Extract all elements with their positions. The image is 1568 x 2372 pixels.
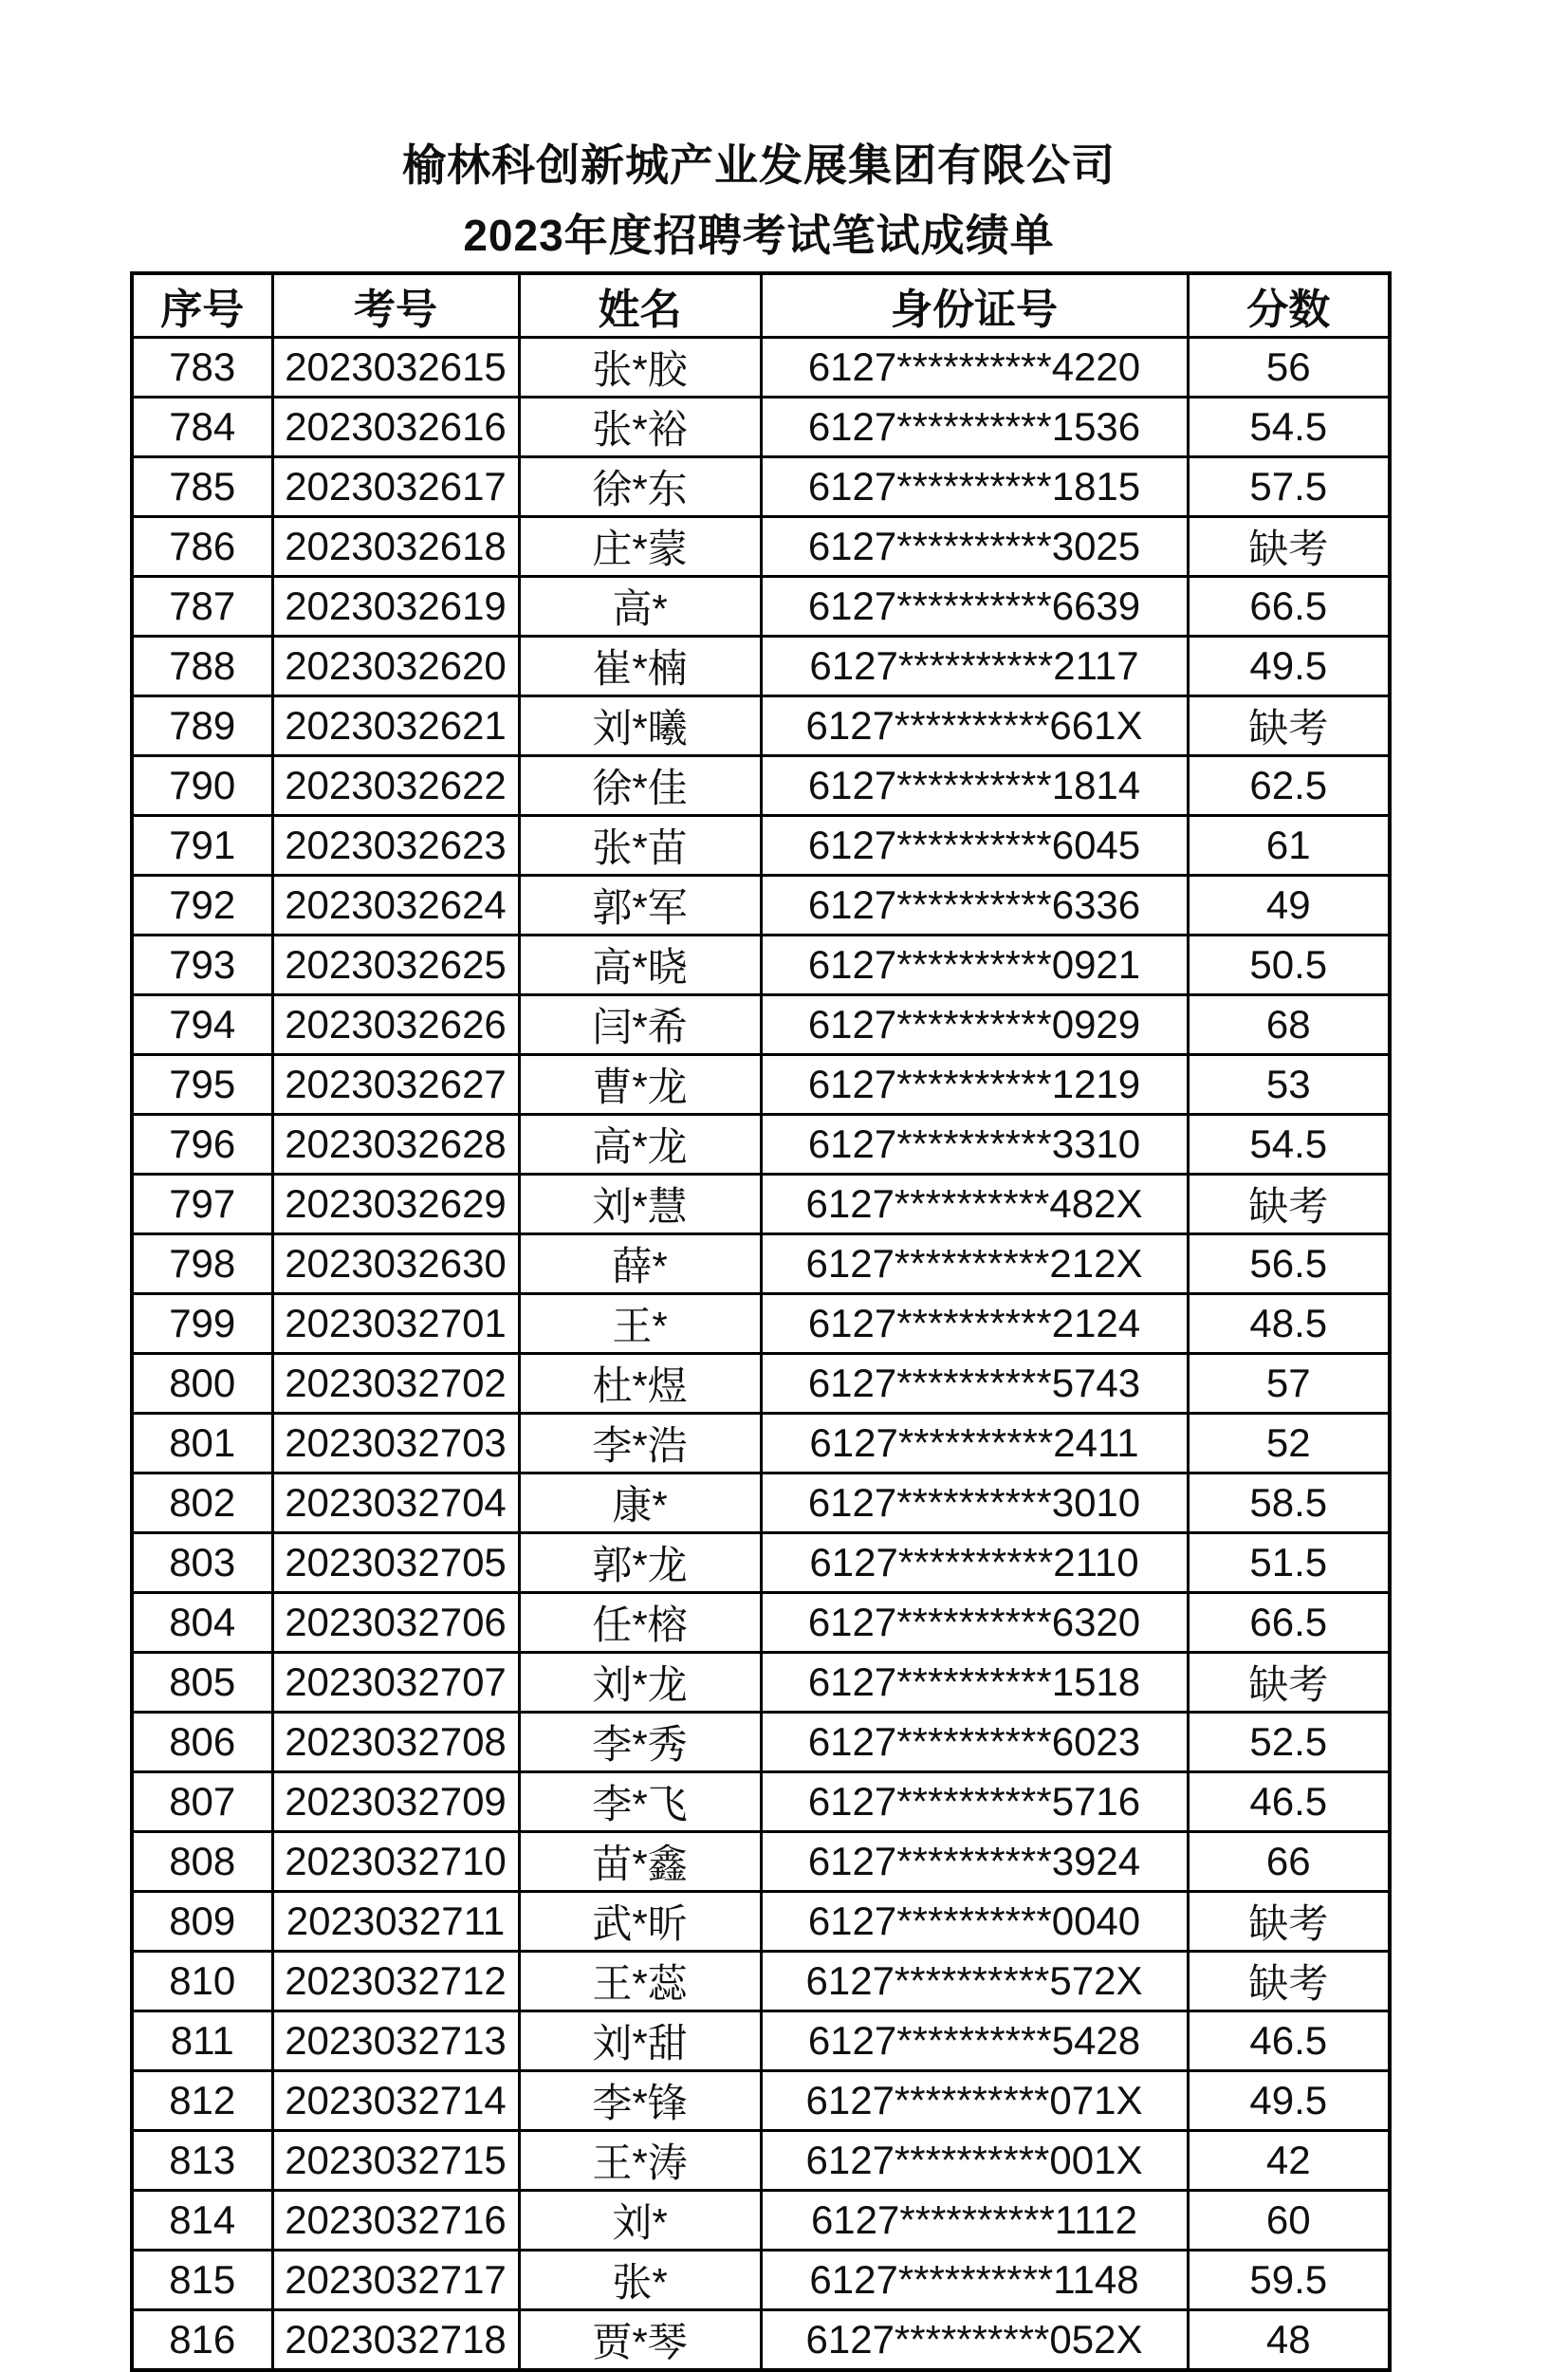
column-header-name: 姓名 [519,273,761,338]
cell-score: 49.5 [1188,637,1390,696]
cell-exam-number: 2023032708 [272,1713,519,1772]
table-row [132,1234,1390,1294]
cell-exam-number: 2023032624 [272,876,519,936]
cell-index: 804 [132,1593,272,1653]
column-header-exam-number: 考号 [272,273,519,338]
cell-index: 803 [132,1533,272,1593]
cell-name: 李*锋 [519,2071,761,2131]
cell-name: 王* [519,1294,761,1354]
cell-score: 缺考 [1188,517,1390,577]
cell-index: 797 [132,1175,272,1234]
cell-name: 李*飞 [519,1772,761,1832]
score-table-head [132,273,1390,338]
cell-score: 54.5 [1188,1115,1390,1175]
cell-score: 60 [1188,2191,1390,2251]
table-row [132,1952,1390,2011]
cell-id-card: 6127**********0921 [761,936,1188,995]
table-row [132,1115,1390,1175]
cell-id-card: 6127**********4220 [761,338,1188,398]
cell-index: 791 [132,816,272,876]
table-row [132,936,1390,995]
table-row [132,457,1390,517]
cell-score: 61 [1188,816,1390,876]
table-row [132,398,1390,457]
cell-id-card: 6127**********3010 [761,1473,1188,1533]
table-row [132,2191,1390,2251]
document-subtitle: 2023年度招聘考试笔试成绩单 [463,211,1055,260]
cell-id-card: 6127**********5428 [761,2011,1188,2071]
cell-exam-number: 2023032716 [272,2191,519,2251]
cell-index: 811 [132,2011,272,2071]
cell-score: 46.5 [1188,2011,1390,2071]
cell-id-card: 6127**********5716 [761,1772,1188,1832]
table-row [132,1533,1390,1593]
cell-score: 57.5 [1188,457,1390,517]
cell-index: 815 [132,2251,272,2310]
cell-index: 790 [132,756,272,816]
cell-index: 802 [132,1473,272,1533]
cell-id-card: 6127**********1814 [761,756,1188,816]
cell-score: 54.5 [1188,398,1390,457]
cell-exam-number: 2023032617 [272,457,519,517]
cell-name: 刘*龙 [519,1653,761,1713]
cell-exam-number: 2023032619 [272,577,519,637]
cell-index: 812 [132,2071,272,2131]
table-row [132,1832,1390,1892]
cell-name: 武*昕 [519,1892,761,1952]
cell-index: 793 [132,936,272,995]
cell-id-card: 6127**********5743 [761,1354,1188,1414]
cell-score: 56.5 [1188,1234,1390,1294]
table-row [132,1653,1390,1713]
table-row [132,816,1390,876]
cell-name: 高*龙 [519,1115,761,1175]
cell-score: 53 [1188,1055,1390,1115]
cell-id-card: 6127**********6336 [761,876,1188,936]
cell-exam-number: 2023032707 [272,1653,519,1713]
cell-id-card: 6127**********661X [761,696,1188,756]
cell-id-card: 6127**********6639 [761,577,1188,637]
table-row [132,1055,1390,1115]
cell-exam-number: 2023032629 [272,1175,519,1234]
cell-index: 784 [132,398,272,457]
cell-id-card: 6127**********2124 [761,1294,1188,1354]
cell-score: 42 [1188,2131,1390,2191]
cell-index: 794 [132,995,272,1055]
cell-index: 795 [132,1055,272,1115]
cell-index: 813 [132,2131,272,2191]
cell-name: 贾*琴 [519,2310,761,2371]
cell-index: 786 [132,517,272,577]
cell-id-card: 6127**********2117 [761,637,1188,696]
cell-name: 张*胶 [519,338,761,398]
cell-id-card: 6127**********3924 [761,1832,1188,1892]
cell-score: 49 [1188,876,1390,936]
table-row [132,876,1390,936]
cell-exam-number: 2023032627 [272,1055,519,1115]
table-row [132,1354,1390,1414]
cell-index: 789 [132,696,272,756]
table-row [132,2071,1390,2131]
cell-exam-number: 2023032713 [272,2011,519,2071]
cell-index: 796 [132,1115,272,1175]
table-row [132,517,1390,577]
cell-score: 51.5 [1188,1533,1390,1593]
cell-index: 798 [132,1234,272,1294]
cell-index: 807 [132,1772,272,1832]
cell-score: 58.5 [1188,1473,1390,1533]
table-row [132,1892,1390,1952]
cell-score: 50.5 [1188,936,1390,995]
cell-id-card: 6127**********071X [761,2071,1188,2131]
cell-exam-number: 2023032703 [272,1414,519,1473]
cell-id-card: 6127**********6023 [761,1713,1188,1772]
document-block [130,0,1388,2372]
cell-index: 785 [132,457,272,517]
table-row [132,1414,1390,1473]
cell-name: 康* [519,1473,761,1533]
cell-id-card: 6127**********6045 [761,816,1188,876]
cell-name: 王*涛 [519,2131,761,2191]
cell-exam-number: 2023032628 [272,1115,519,1175]
cell-name: 刘*曦 [519,696,761,756]
cell-index: 800 [132,1354,272,1414]
cell-name: 徐*佳 [519,756,761,816]
cell-index: 787 [132,577,272,637]
cell-name: 张* [519,2251,761,2310]
cell-exam-number: 2023032616 [272,398,519,457]
cell-index: 801 [132,1414,272,1473]
cell-exam-number: 2023032615 [272,338,519,398]
cell-name: 郭*军 [519,876,761,936]
cell-index: 788 [132,637,272,696]
cell-score: 68 [1188,995,1390,1055]
cell-name: 李*浩 [519,1414,761,1473]
cell-score: 48.5 [1188,1294,1390,1354]
column-header-score: 分数 [1188,273,1390,338]
cell-score: 缺考 [1188,1653,1390,1713]
cell-id-card: 6127**********1815 [761,457,1188,517]
cell-index: 816 [132,2310,272,2371]
cell-score: 缺考 [1188,1175,1390,1234]
cell-name: 高* [519,577,761,637]
cell-index: 809 [132,1892,272,1952]
cell-exam-number: 2023032622 [272,756,519,816]
cell-index: 799 [132,1294,272,1354]
cell-index: 814 [132,2191,272,2251]
cell-name: 李*秀 [519,1713,761,1772]
cell-name: 王*蕊 [519,1952,761,2011]
cell-name: 庄*蒙 [519,517,761,577]
cell-exam-number: 2023032715 [272,2131,519,2191]
cell-name: 刘* [519,2191,761,2251]
cell-exam-number: 2023032702 [272,1354,519,1414]
cell-id-card: 6127**********572X [761,1952,1188,2011]
cell-score: 49.5 [1188,2071,1390,2131]
cell-index: 808 [132,1832,272,1892]
cell-exam-number: 2023032717 [272,2251,519,2310]
cell-id-card: 6127**********1219 [761,1055,1188,1115]
cell-id-card: 6127**********1536 [761,398,1188,457]
cell-index: 806 [132,1713,272,1772]
score-table [130,271,1392,2372]
cell-exam-number: 2023032706 [272,1593,519,1653]
cell-id-card: 6127**********001X [761,2131,1188,2191]
cell-name: 曹*龙 [519,1055,761,1115]
table-row [132,1593,1390,1653]
table-row [132,1294,1390,1354]
cell-exam-number: 2023032625 [272,936,519,995]
column-header-id-card: 身份证号 [761,273,1188,338]
table-row [132,2251,1390,2310]
cell-id-card: 6127**********482X [761,1175,1188,1234]
table-row [132,696,1390,756]
cell-score: 52.5 [1188,1713,1390,1772]
cell-name: 张*苗 [519,816,761,876]
cell-name: 高*晓 [519,936,761,995]
cell-name: 薛* [519,1234,761,1294]
cell-id-card: 6127**********2110 [761,1533,1188,1593]
cell-index: 810 [132,1952,272,2011]
table-row [132,995,1390,1055]
cell-id-card: 6127**********6320 [761,1593,1188,1653]
cell-id-card: 6127**********1112 [761,2191,1188,2251]
cell-name: 任*榕 [519,1593,761,1653]
cell-id-card: 6127**********052X [761,2310,1188,2371]
cell-index: 805 [132,1653,272,1713]
header-row [132,273,1390,338]
table-row [132,2131,1390,2191]
cell-id-card: 6127**********0040 [761,1892,1188,1952]
cell-name: 刘*慧 [519,1175,761,1234]
cell-id-card: 6127**********1518 [761,1653,1188,1713]
table-row [132,1473,1390,1533]
cell-name: 崔*楠 [519,637,761,696]
table-row [132,2310,1390,2371]
cell-score: 缺考 [1188,1892,1390,1952]
cell-name: 刘*甜 [519,2011,761,2071]
cell-exam-number: 2023032712 [272,1952,519,2011]
cell-id-card: 6127**********1148 [761,2251,1188,2310]
table-row [132,577,1390,637]
cell-exam-number: 2023032704 [272,1473,519,1533]
cell-name: 郭*龙 [519,1533,761,1593]
cell-id-card: 6127**********2411 [761,1414,1188,1473]
cell-exam-number: 2023032711 [272,1892,519,1952]
table-row [132,756,1390,816]
cell-exam-number: 2023032621 [272,696,519,756]
table-row [132,637,1390,696]
cell-exam-number: 2023032714 [272,2071,519,2131]
cell-name: 苗*鑫 [519,1832,761,1892]
cell-name: 徐*东 [519,457,761,517]
score-table-body [132,338,1390,2371]
cell-exam-number: 2023032620 [272,637,519,696]
cell-score: 66 [1188,1832,1390,1892]
cell-exam-number: 2023032710 [272,1832,519,1892]
cell-id-card: 6127**********3310 [761,1115,1188,1175]
table-row [132,1772,1390,1832]
cell-name: 杜*煜 [519,1354,761,1414]
cell-exam-number: 2023032630 [272,1234,519,1294]
table-row [132,1713,1390,1772]
cell-exam-number: 2023032718 [272,2310,519,2371]
cell-exam-number: 2023032626 [272,995,519,1055]
cell-score: 缺考 [1188,1952,1390,2011]
column-header-index: 序号 [132,273,272,338]
cell-score: 46.5 [1188,1772,1390,1832]
cell-score: 56 [1188,338,1390,398]
cell-index: 792 [132,876,272,936]
cell-score: 48 [1188,2310,1390,2371]
cell-name: 张*裕 [519,398,761,457]
cell-exam-number: 2023032709 [272,1772,519,1832]
cell-name: 闫*希 [519,995,761,1055]
cell-score: 57 [1188,1354,1390,1414]
table-row [132,1175,1390,1234]
cell-id-card: 6127**********212X [761,1234,1188,1294]
cell-exam-number: 2023032701 [272,1294,519,1354]
cell-score: 59.5 [1188,2251,1390,2310]
cell-id-card: 6127**********3025 [761,517,1188,577]
cell-id-card: 6127**********0929 [761,995,1188,1055]
table-row [132,2011,1390,2071]
document-title: 榆林科创新城产业发展集团有限公司 [402,140,1116,190]
cell-exam-number: 2023032705 [272,1533,519,1593]
table-row [132,338,1390,398]
cell-index: 783 [132,338,272,398]
cell-score: 缺考 [1188,696,1390,756]
cell-exam-number: 2023032618 [272,517,519,577]
cell-score: 66.5 [1188,577,1390,637]
cell-score: 52 [1188,1414,1390,1473]
cell-exam-number: 2023032623 [272,816,519,876]
cell-score: 66.5 [1188,1593,1390,1653]
cell-score: 62.5 [1188,756,1390,816]
